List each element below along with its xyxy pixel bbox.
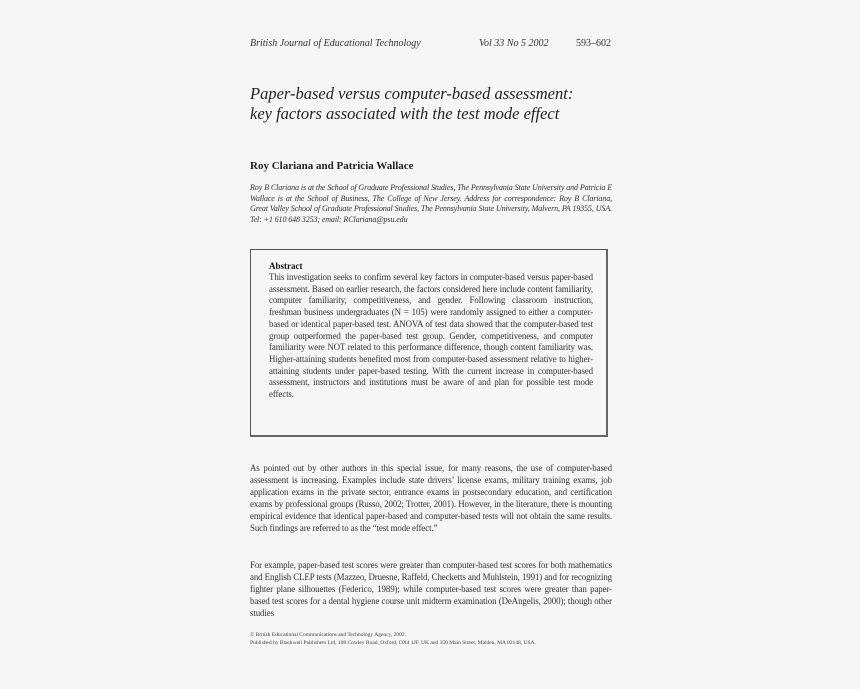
volume-info: Vol 33 No 5 2002 [479,38,549,49]
abstract-text: This investigation seeks to confirm several key factors in computer-based versus paper-based assessment. Based on earlier research, the factors considered here include content familiarity, computer familiarity, competitiveness, and gender. Following classroom instruction, freshman business undergraduates (N = 105) were randomly assigned to either a computer-based or identical paper-based test. ANOVA of test data showed that the computer-based test group outperformed the paper-based test group. Gender, competitiveness, and computer familiarity were NOT related to this performance difference, though content familiarity was. Higher-attaining students benefited most from computer-based assessment relative to higher-attaining students under paper-based testing. With the current increase in computer-based assessment, instructors and institutions must be aware of and plan for possible test mode effects. [269,272,593,400]
copyright-notice: © British Educational Communications and Technology Agency, 2002. [250,632,406,638]
authors: Roy Clariana and Patricia Wallace [250,160,414,172]
footer [250,631,620,647]
page-range: 593–602 [576,38,611,49]
journal-name: British Journal of Educational Technology [250,38,421,49]
publisher-notice: Published by Blackwell Publishers Ltd, 108 Cowley Road, Oxford, OX4 1JF, UK and 350 Main Street, Malden, MA 02148, USA. [250,640,536,646]
abstract-box [250,249,608,437]
abstract-heading: Abstract [269,261,303,271]
body-paragraph-1: As pointed out by other authors in this special issue, for many reasons, the use of computer-based assessment is increasing. Examples include state drivers’ license exams, military training exams, job application exams in the private sector, entrance exams in postsecondary education, and certification exams by professional groups (Russo, 2002; Trotter, 2001). However, in the literature, there is mounting empirical evidence that identical paper-based and computer-based tests will not obtain the same results. Such findings are referred to as the “test mode effect.” [250,463,612,533]
title-line-2: key factors associated with the test mode effect [250,104,560,123]
body-paragraph-2: For example, paper-based test scores were greater than computer-based test scores for both mathematics and English CLEP tests (Mazzeo, Druesne, Raffeld, Checketts and Muhlstein, 1991) and for recognizing fighter plane silhouettes (Federico, 1989); while computer-based test scores were greater than paper-based test scores for a dental hygiene course unit midterm examination (DeAngelis, 2000); though other studies [250,560,612,618]
title-line-1: Paper-based versus computer-based assessment: [250,84,574,103]
author-affiliation: Roy B Clariana is at the School of Graduate Professional Studies, The Pennsylvania State University and Patricia E Wallace is at the School of Business, The College of New Jersey. Address for correspondence: Roy B Clariana, Great Valley School of Graduate Professional Studies, The Pennsylvania State University, Malvern, PA 19355, USA. Tel: +1 610 648 3253; email: RClariana@psu.edu [250,183,612,224]
article-title [250,84,630,124]
